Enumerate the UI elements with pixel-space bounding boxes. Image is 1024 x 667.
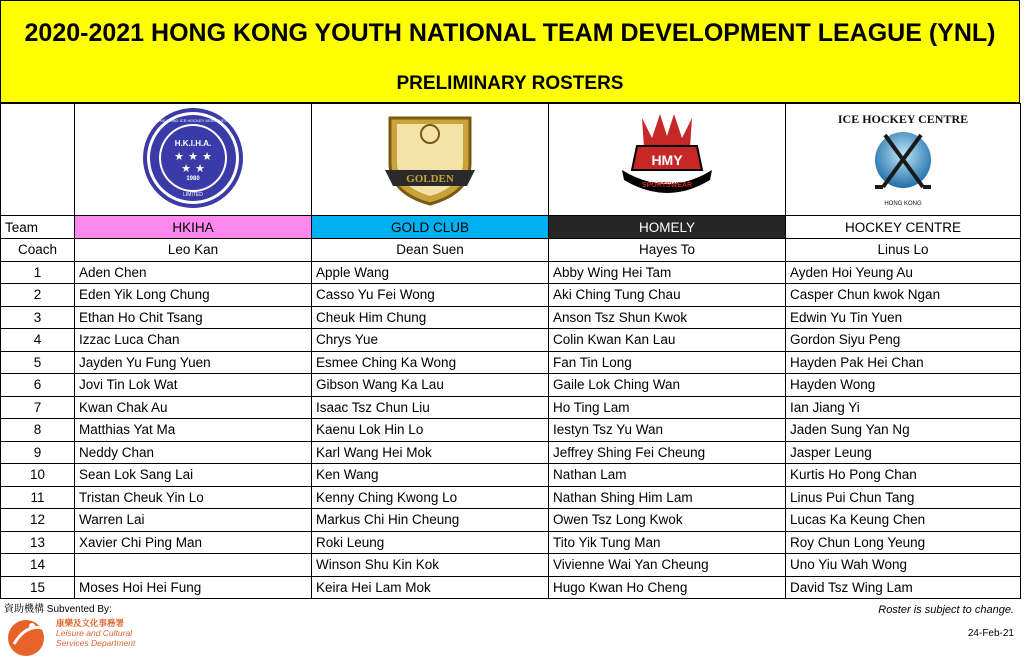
table-row	[1, 374, 1021, 397]
player-name: Nathan Shing Him Lam	[549, 486, 786, 509]
player-name: Keira Hei Lam Mok	[312, 576, 549, 599]
coach-hkiha: Leo Kan	[75, 239, 312, 262]
player-name: Kurtis Ho Pong Chan	[786, 464, 1021, 487]
player-name: Eden Yik Long Chung	[75, 284, 312, 307]
subvented-by-label: 資助機構 Subvented By:	[4, 604, 112, 615]
page-title: 2020-2021 HONG KONG YOUTH NATIONAL TEAM DEVELOPMENT LEAGUE (YNL)	[24, 19, 996, 47]
svg-text:HONG KONG: HONG KONG	[884, 201, 922, 207]
svg-text:HMY: HMY	[651, 152, 683, 168]
player-name: Ian Jiang Yi	[786, 396, 1021, 419]
table-row	[1, 576, 1021, 599]
coach-gold-club: Dean Suen	[312, 239, 549, 262]
player-name: Tristan Cheuk Yin Lo	[75, 486, 312, 509]
player-name: Vivienne Wai Yan Cheung	[549, 554, 786, 577]
player-name: Karl Wang Hei Mok	[312, 441, 549, 464]
player-name: Ayden Hoi Yeung Au	[786, 261, 1021, 284]
hockey-centre-logo-cell	[786, 104, 1021, 216]
player-name: Izzac Luca Chan	[75, 329, 312, 352]
lcsd-english-line2: Services Department	[56, 638, 136, 648]
lcsd-logo	[6, 614, 156, 660]
player-name: Moses Hoi Hei Fung	[75, 576, 312, 599]
player-number: 2	[1, 284, 75, 307]
coach-hockey-centre: Linus Lo	[786, 239, 1021, 262]
player-name: Hayden Pak Hei Chan	[786, 351, 1021, 374]
lcsd-english-line1: Leisure and Cultural	[56, 628, 133, 638]
player-name: Gaile Lok Ching Wan	[549, 374, 786, 397]
player-number: 8	[1, 419, 75, 442]
coach-row	[1, 239, 1021, 262]
player-name: Apple Wang	[312, 261, 549, 284]
svg-text:ICE HOCKEY CENTRE: ICE HOCKEY CENTRE	[837, 112, 969, 126]
team-name-homely: HOMELY	[549, 216, 786, 239]
logo-row-blank	[1, 104, 75, 216]
player-name: Kwan Chak Au	[75, 396, 312, 419]
player-name: Markus Chi Hin Cheung	[312, 509, 549, 532]
roster-table	[0, 103, 1021, 599]
player-name: Casso Yu Fei Wong	[312, 284, 549, 307]
player-name: Ho Ting Lam	[549, 396, 786, 419]
svg-text:★: ★	[188, 150, 198, 163]
svg-text:★: ★	[202, 150, 212, 163]
coach-label: Coach	[1, 239, 75, 262]
player-number: 6	[1, 374, 75, 397]
player-name: Roki Leung	[312, 531, 549, 554]
hockey-centre-logo-icon	[833, 105, 973, 211]
player-name: Kaenu Lok Hin Lo	[312, 419, 549, 442]
svg-text:GOLDEN: GOLDEN	[406, 173, 454, 185]
player-name: Iestyn Tsz Yu Wan	[549, 419, 786, 442]
player-name: Colin Kwan Kan Lau	[549, 329, 786, 352]
player-name: Sean Lok Sang Lai	[75, 464, 312, 487]
player-name: Neddy Chan	[75, 441, 312, 464]
table-row	[1, 531, 1021, 554]
player-name: Jeffrey Shing Fei Cheung	[549, 441, 786, 464]
player-name: Hugo Kwan Ho Cheng	[549, 576, 786, 599]
team-name-gold-club: GOLD CLUB	[312, 216, 549, 239]
player-number: 1	[1, 261, 75, 284]
player-number: 4	[1, 329, 75, 352]
player-name: Casper Chun kwok Ngan	[786, 284, 1021, 307]
player-name: Gibson Wang Ka Lau	[312, 374, 549, 397]
table-row	[1, 329, 1021, 352]
player-name: Roy Chun Long Yeung	[786, 531, 1021, 554]
logo-row	[1, 104, 1021, 216]
player-name: Chrys Yue	[312, 329, 549, 352]
player-name: Cheuk Him Chung	[312, 306, 549, 329]
player-name: Jasper Leung	[786, 441, 1021, 464]
player-number: 3	[1, 306, 75, 329]
svg-text:1980: 1980	[186, 176, 200, 182]
title-banner	[0, 0, 1020, 103]
table-row	[1, 419, 1021, 442]
player-number: 7	[1, 396, 75, 419]
player-name: Winson Shu Kin Kok	[312, 554, 549, 577]
player-number: 11	[1, 486, 75, 509]
svg-text:SPORTSWEAR: SPORTSWEAR	[641, 182, 693, 189]
table-row	[1, 486, 1021, 509]
player-name: Owen Tsz Long Kwok	[549, 509, 786, 532]
table-row	[1, 554, 1021, 577]
player-name: Xavier Chi Ping Man	[75, 531, 312, 554]
player-name: Jovi Tin Lok Wat	[75, 374, 312, 397]
svg-text:HONG KONG ICE HOCKEY ASSOCIATI: HONG KONG ICE HOCKEY ASSOCIATION	[153, 118, 233, 123]
player-name: Aden Chen	[75, 261, 312, 284]
table-row	[1, 509, 1021, 532]
gold-club-logo-icon	[375, 108, 485, 208]
player-name: Esmee Ching Ka Wong	[312, 351, 549, 374]
player-name: Jaden Sung Yan Ng	[786, 419, 1021, 442]
lcsd-chinese-name: 康樂及文化事務署	[56, 618, 125, 628]
player-name: Ethan Ho Chit Tsang	[75, 306, 312, 329]
table-row	[1, 464, 1021, 487]
svg-text:★: ★	[195, 162, 205, 175]
player-name: Isaac Tsz Chun Liu	[312, 396, 549, 419]
team-row	[1, 216, 1021, 239]
player-number: 13	[1, 531, 75, 554]
player-name: Kenny Ching Kwong Lo	[312, 486, 549, 509]
hkiha-logo-icon	[133, 106, 253, 210]
player-name: Fan Tin Long	[549, 351, 786, 374]
player-name: Hayden Wong	[786, 374, 1021, 397]
player-name: Ken Wang	[312, 464, 549, 487]
player-number: 14	[1, 554, 75, 577]
svg-text:★: ★	[174, 150, 184, 163]
player-name: Tito Yik Tung Man	[549, 531, 786, 554]
player-number: 15	[1, 576, 75, 599]
page-subtitle: PRELIMINARY ROSTERS	[396, 73, 624, 94]
table-row	[1, 284, 1021, 307]
player-name: Uno Yiu Wah Wong	[786, 554, 1021, 577]
player-name: David Tsz Wing Lam	[786, 576, 1021, 599]
player-number: 10	[1, 464, 75, 487]
roster-date: 24-Feb-21	[967, 628, 1014, 639]
player-name: Matthias Yat Ma	[75, 419, 312, 442]
svg-text:LIMITED: LIMITED	[183, 192, 203, 198]
player-name: Gordon Siyu Peng	[786, 329, 1021, 352]
svg-text:H.K.I.H.A.: H.K.I.H.A.	[174, 139, 212, 148]
homely-logo-icon	[602, 108, 732, 208]
table-row	[1, 306, 1021, 329]
gold-club-logo-cell	[312, 104, 549, 216]
player-name: Anson Tsz Shun Kwok	[549, 306, 786, 329]
player-name: Lucas Ka Keung Chen	[786, 509, 1021, 532]
player-name: Linus Pui Chun Tang	[786, 486, 1021, 509]
player-name: Warren Lai	[75, 509, 312, 532]
table-row	[1, 351, 1021, 374]
hkiha-logo-cell	[75, 104, 312, 216]
team-name-hockey-centre: HOCKEY CENTRE	[786, 216, 1021, 239]
player-number: 12	[1, 509, 75, 532]
player-name: Aki Ching Tung Chau	[549, 284, 786, 307]
roster-note: Roster is subject to change.	[878, 604, 1014, 616]
table-row	[1, 441, 1021, 464]
table-row	[1, 396, 1021, 419]
lcsd-logo-icon	[6, 614, 52, 660]
team-label: Team	[1, 216, 75, 239]
player-number: 5	[1, 351, 75, 374]
svg-text:★: ★	[181, 162, 191, 175]
player-name: Edwin Yu Tin Yuen	[786, 306, 1021, 329]
player-number: 9	[1, 441, 75, 464]
coach-homely: Hayes To	[549, 239, 786, 262]
player-name: Abby Wing Hei Tam	[549, 261, 786, 284]
player-name: Jayden Yu Fung Yuen	[75, 351, 312, 374]
player-name: Nathan Lam	[549, 464, 786, 487]
team-name-hkiha: HKIHA	[75, 216, 312, 239]
lcsd-name	[56, 618, 135, 648]
homely-logo-cell	[549, 104, 786, 216]
table-row	[1, 261, 1021, 284]
player-name	[75, 554, 312, 577]
